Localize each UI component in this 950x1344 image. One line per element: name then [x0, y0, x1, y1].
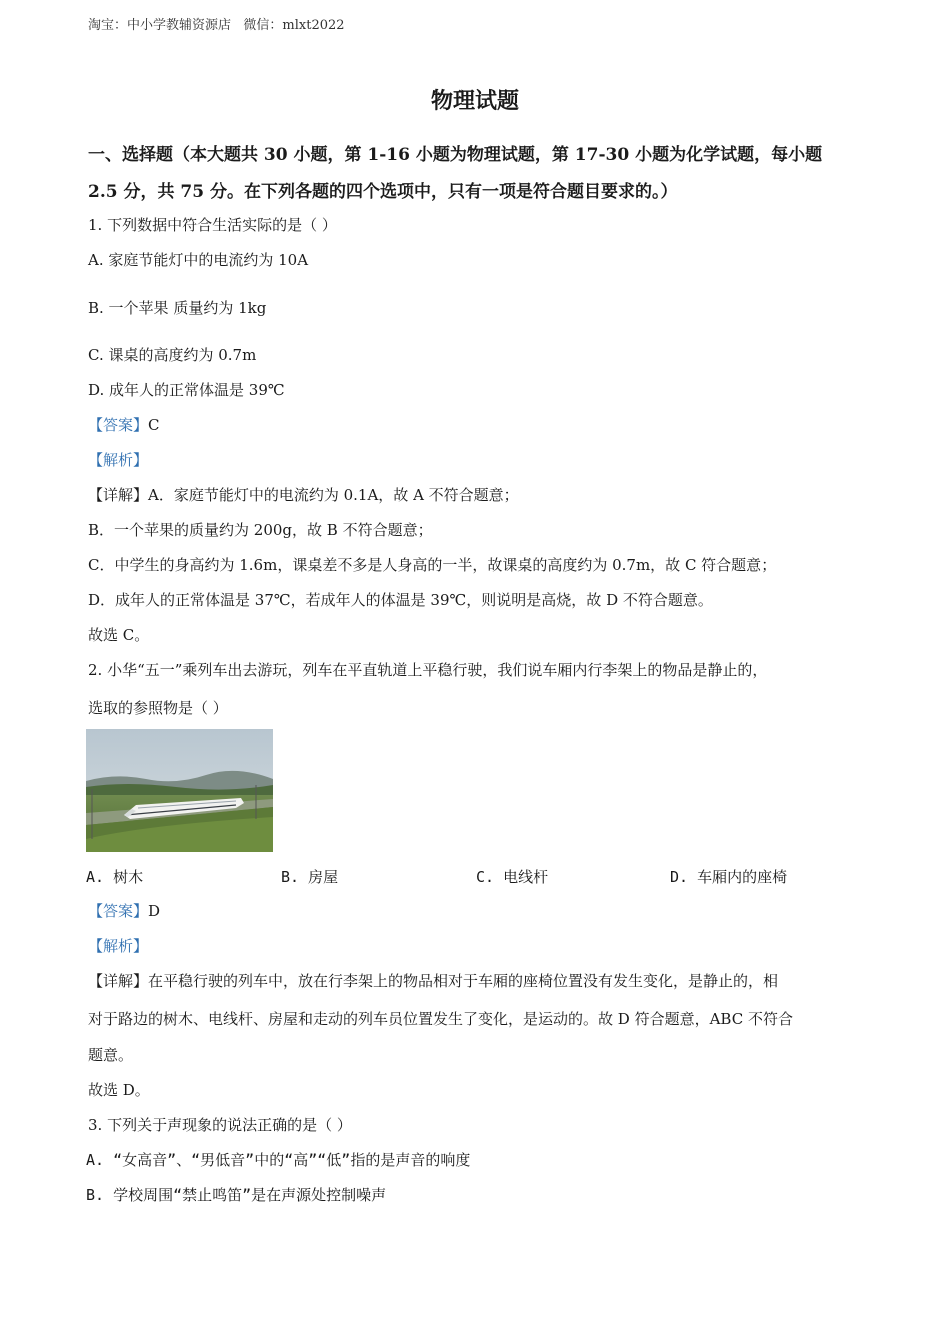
answer-tag: 【答案】 — [88, 902, 149, 920]
answer-tag: 【答案】 — [88, 416, 149, 434]
answer-value: C — [148, 416, 160, 434]
q1-option-d: D. 成年人的正常体温是 39℃ — [88, 381, 285, 399]
q2-option-a: A. 树木 — [86, 868, 144, 886]
q2-conclusion: 故选 D。 — [88, 1081, 150, 1099]
q2-detail-3: 题意。 — [88, 1046, 134, 1064]
q1-stem: 1. 下列数据中符合生活实际的是（ ） — [88, 216, 337, 234]
q1-detail-2: B．一个苹果的质量约为 200g，故 B 不符合题意； — [88, 521, 433, 539]
header-note: 淘宝：中小学教辅资源店 微信：mlxt2022 — [88, 18, 345, 33]
q2-detail-2: 对于路边的树木、电线杆、房屋和走动的列车员位置发生了变化，是运动的。故 D 符合题意，ABC 不符合 — [88, 1010, 793, 1028]
section-heading-line1: 一、选择题（本大题共 30 小题，第 1-16 小题为物理试题，第 17-30 小题为化学试题，每小题 — [88, 145, 823, 165]
detail-text: A．家庭节能灯中的电流约为 0.1A，故 A 不符合题意； — [148, 486, 519, 504]
q1-conclusion: 故选 C。 — [88, 626, 150, 644]
detail-text: 在平稳行驶的列车中，放在行李架上的物品相对于车厢的座椅位置没有发生变化，是静止的，相 — [148, 972, 779, 990]
detail-tag: 【详解】 — [88, 972, 149, 990]
q3-option-a: A. “女高音”、“男低音”中的“高”“低”指的是声音的响度 — [86, 1151, 471, 1169]
q2-option-b: B. 房屋 — [281, 868, 339, 886]
train-photo — [86, 729, 273, 852]
q1-option-b: B. 一个苹果 质量约为 1kg — [88, 299, 267, 317]
q1-detail-1 — [88, 484, 519, 505]
answer-value: D — [148, 902, 161, 920]
page-title: 物理试题 — [430, 88, 519, 114]
q1-analysis-tag: 【解析】 — [88, 451, 149, 469]
detail-tag: 【详解】 — [88, 486, 149, 504]
q2-answer — [88, 900, 160, 921]
q2-option-d: D. 车厢内的座椅 — [670, 868, 788, 886]
q2-option-c: C. 电线杆 — [476, 868, 549, 886]
q1-answer — [88, 414, 160, 435]
q3-option-b: B. 学校周围“禁止鸣笛”是在声源处控制噪声 — [86, 1186, 387, 1204]
q2-analysis-tag: 【解析】 — [88, 937, 149, 955]
q3-stem: 3. 下列关于声现象的说法正确的是（ ） — [88, 1116, 352, 1134]
q2-stem-line2: 选取的参照物是（ ） — [88, 699, 228, 717]
q1-option-c: C. 课桌的高度约为 0.7m — [88, 346, 257, 364]
q1-detail-3: C．中学生的身高约为 1.6m，课桌差不多是人身高的一半，故课桌的高度约为 0.7m，故 C 符合题意； — [88, 556, 777, 574]
section-heading-line2: 2.5 分，共 75 分。在下列各题的四个选项中，只有一项是符合题目要求的。） — [88, 182, 678, 202]
q2-stem-line1: 2. 小华“五一”乘列车出去游玩，列车在平直轨道上平稳行驶，我们说车厢内行李架上的物品是静止的， — [88, 661, 768, 679]
q2-detail-1 — [88, 970, 778, 991]
q1-detail-4: D．成年人的正常体温是 37℃，若成年人的体温是 39℃，则说明是高烧，故 D 不符合题意。 — [88, 591, 713, 609]
q1-option-a: A. 家庭节能灯中的电流约为 10A — [88, 251, 309, 269]
